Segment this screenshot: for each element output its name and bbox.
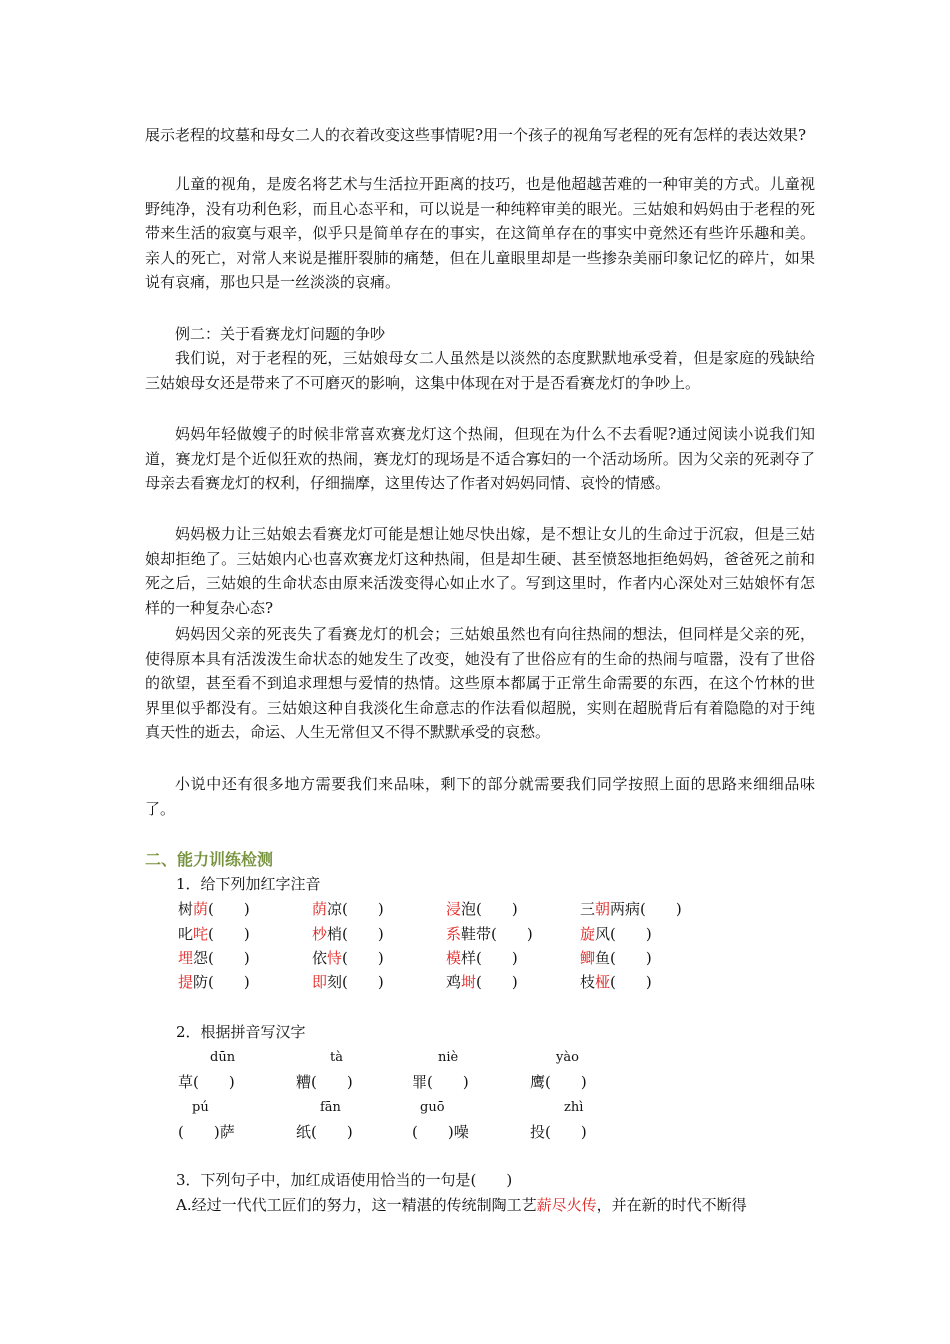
q1-item: 三朝两病( )	[580, 900, 682, 918]
paragraph-3: 我们说，对于老程的死，三姑娘母女二人虽然是以淡然的态度默默地承受着，但是家庭的残缺给三姑娘母女还是带来了不可磨灭的影响，这集中体现在对于是否看赛龙灯的争吵上。	[145, 349, 815, 392]
q2-item: 鹰( )	[530, 1073, 587, 1091]
q2-item: 罪( )	[412, 1073, 469, 1091]
q1-item: 鸡埘( )	[446, 973, 518, 991]
q1-item: 即刻( )	[312, 973, 384, 991]
q1-item: 提防( )	[178, 973, 250, 991]
q2-item: 纸( )	[296, 1123, 353, 1141]
question-3-title: 3．下列句子中，加红成语使用恰当的一句是( )	[176, 1171, 513, 1189]
q1-item: 叱咤( )	[178, 925, 250, 943]
paragraph-5: 妈妈极力让三姑娘去看赛龙灯可能是想让她尽快出嫁，是不想让女儿的生命过于沉寂，但是三姑娘却拒绝了。三姑娘内心也喜欢赛龙灯这种热闹，但是却生硬、甚至愤怒地拒绝妈妈，爸爸死之前和死之后，三姑娘的生命状态由原来活泼变得心如止水了。写到这里时，作者内心深处对三姑娘怀有怎样的一种复杂心态?	[145, 525, 815, 617]
q2-item: 草( )	[178, 1073, 235, 1091]
q1-item: 系鞋带( )	[446, 925, 533, 943]
q1-item: 旋风( )	[580, 925, 652, 943]
q1-item: 模样( )	[446, 949, 518, 967]
paragraph-2: 儿童的视角，是废名将艺术与生活拉开距离的技巧，也是他超越苦难的一种审美的方式。儿童视野纯净，没有功利色彩，而且心态平和，可以说是一种纯粹审美的眼光。三姑娘和妈妈由于老程的死带来生活的寂寞与艰辛，似乎只是简单存在的事实，在这简单存在的事实中竟然还有些许乐趣和美。亲人的死亡，对常人来说是摧肝裂肺的痛楚，但在儿童眼里却是一些掺杂美丽印象记忆的碎片，如果说有哀痛，那也只是一丝淡淡的哀痛。	[145, 175, 815, 291]
q1-item: 埋怨( )	[178, 949, 250, 967]
q1-item: 枝桠( )	[580, 973, 652, 991]
pinyin: fān	[320, 1100, 341, 1115]
q1-item: 荫凉( )	[312, 900, 384, 918]
question-2-title: 2．根据拼音写汉字	[176, 1023, 306, 1041]
paragraph-4: 妈妈年轻做嫂子的时候非常喜欢赛龙灯这个热闹，但现在为什么不去看呢?通过阅读小说我们知道，赛龙灯是个近似狂欢的热闹，赛龙灯的现场是不适合寡妇的一个活动场所。因为父亲的死剥夺了母亲去看赛龙灯的权利，仔细揣摩，这里传达了作者对妈妈同情、哀怜的情感。	[145, 425, 815, 492]
q2-item: 糟( )	[296, 1073, 353, 1091]
paragraph-6: 妈妈因父亲的死丧失了看赛龙灯的机会；三姑娘虽然也有向往热闹的想法，但同样是父亲的死，使得原本具有活泼泼生命状态的她发生了改变，她没有了世俗应有的生命的热闹与喧嚣，没有了世俗的欲望，甚至看不到追求理想与爱情的热情。这些原本都属于正常生命需要的东西，在这个竹林的世界里似乎都没有。三姑娘这种自我淡化生命意志的作法看似超脱，实则在超脱背后有着隐隐的对于纯真天性的逝去，命运、人生无常但又不得不默默承受的哀愁。	[145, 625, 815, 741]
q2-item: 投( )	[530, 1123, 587, 1141]
q1-item: 杪梢( )	[312, 925, 384, 943]
q1-item: 树荫( )	[178, 900, 250, 918]
pinyin: niè	[438, 1050, 459, 1065]
q1-item: 浸泡( )	[446, 900, 518, 918]
pinyin: dūn	[210, 1050, 236, 1065]
q1-item: 鲫鱼( )	[580, 949, 652, 967]
section-heading: 二、能力训练检测	[145, 850, 274, 869]
question-1-title: 1．给下列加红字注音	[176, 875, 321, 893]
q2-item: ( )萨	[178, 1123, 235, 1141]
pinyin: zhì	[564, 1100, 584, 1115]
pinyin: pú	[192, 1100, 209, 1115]
q2-item: ( )噪	[412, 1123, 469, 1141]
question-3-option-a: A.经过一代代工匠们的努力，这一精湛的传统制陶工艺薪尽火传，并在新的时代不断得	[176, 1196, 747, 1214]
example-title: 例二：关于看赛龙灯问题的争吵	[175, 325, 386, 343]
paragraph-1: 展示老程的坟墓和母女二人的衣着改变这些事情呢?用一个孩子的视角写老程的死有怎样的表达效果?	[145, 126, 807, 144]
pinyin: yào	[556, 1050, 579, 1065]
q1-item: 依恃( )	[312, 949, 384, 967]
paragraph-7: 小说中还有很多地方需要我们来品味，剩下的部分就需要我们同学按照上面的思路来细细品味了。	[145, 775, 815, 818]
pinyin: guō	[420, 1100, 445, 1115]
pinyin: tà	[330, 1050, 343, 1065]
